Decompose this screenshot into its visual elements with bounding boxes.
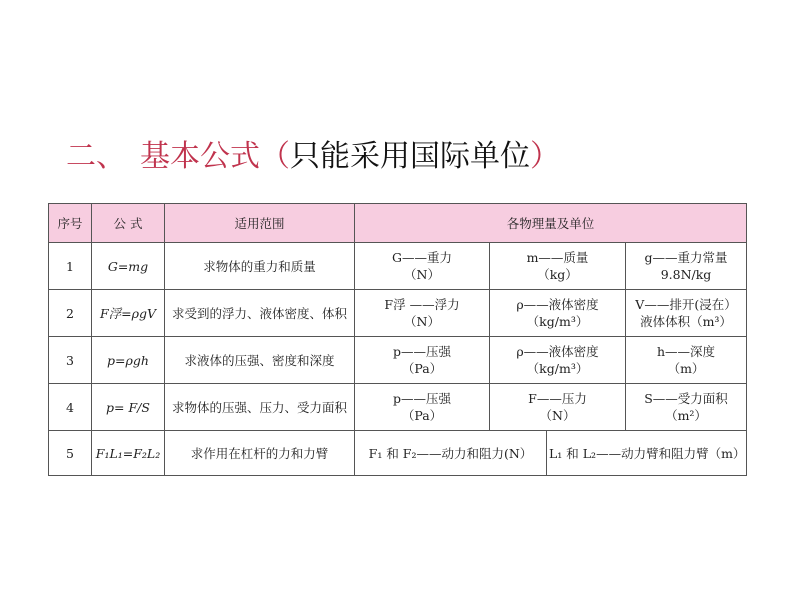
quantity-cell: L₁ 和 L₂——动力臂和阻力臂（m） <box>547 431 747 476</box>
quantity-cell: m——质量 （kg） <box>490 243 626 290</box>
quantity-cell: ρ——液体密度 （kg/m³） <box>490 337 626 384</box>
header-index: 序号 <box>49 204 92 243</box>
row-formula: G=mg <box>92 243 165 290</box>
quantity-cell: F₁ 和 F₂——动力和阻力(N） <box>355 431 547 476</box>
table-row <box>49 384 747 431</box>
table-row <box>49 243 747 290</box>
row-index: 2 <box>49 290 92 337</box>
row-formula: F浮=ρgV <box>92 290 165 337</box>
quantity-cell: p——压强 （Pa） <box>355 384 490 431</box>
row-scope: 求物体的压强、压力、受力面积 <box>165 384 355 431</box>
heading-paren-open: （ <box>260 139 290 174</box>
row-formula: p= F/S <box>92 384 165 431</box>
formula-table <box>48 203 747 476</box>
quantity-cell: h——深度 （m） <box>626 337 747 384</box>
table-row <box>49 290 747 337</box>
quantity-cell: p——压强 （Pa） <box>355 337 490 384</box>
heading-number: 二、 <box>66 139 126 174</box>
table-header-row <box>49 204 747 243</box>
row-formula: F₁L₁=F₂L₂ <box>92 431 165 476</box>
heading-main: 基本公式 <box>140 139 260 174</box>
quantity-cell: g——重力常量 9.8N/kg <box>626 243 747 290</box>
quantity-cell: S——受力面积 （m²） <box>626 384 747 431</box>
row-scope: 求物体的重力和质量 <box>165 243 355 290</box>
row-scope: 求液体的压强、密度和深度 <box>165 337 355 384</box>
heading-paren-close: ） <box>530 139 560 174</box>
quantity-cell: F浮 ——浮力 （N） <box>355 290 490 337</box>
row-scope: 求受到的浮力、液体密度、体积 <box>165 290 355 337</box>
table-row <box>49 431 747 476</box>
quantity-cell: ρ——液体密度 （kg/m³） <box>490 290 626 337</box>
header-quantities: 各物理量及单位 <box>355 204 747 243</box>
section-heading <box>66 137 560 177</box>
row-formula: p=ρgh <box>92 337 165 384</box>
row-index: 3 <box>49 337 92 384</box>
row-index: 4 <box>49 384 92 431</box>
quantity-cell: F——压力 （N） <box>490 384 626 431</box>
quantity-cell: V——排开(浸在） 液体体积（m³） <box>626 290 747 337</box>
row-index: 5 <box>49 431 92 476</box>
table-row <box>49 337 747 384</box>
row-index: 1 <box>49 243 92 290</box>
row-scope: 求作用在杠杆的力和力臂 <box>165 431 355 476</box>
quantity-cell: G——重力 （N） <box>355 243 490 290</box>
header-formula: 公 式 <box>92 204 165 243</box>
header-scope: 适用范围 <box>165 204 355 243</box>
heading-note: 只能采用国际单位 <box>290 139 530 174</box>
